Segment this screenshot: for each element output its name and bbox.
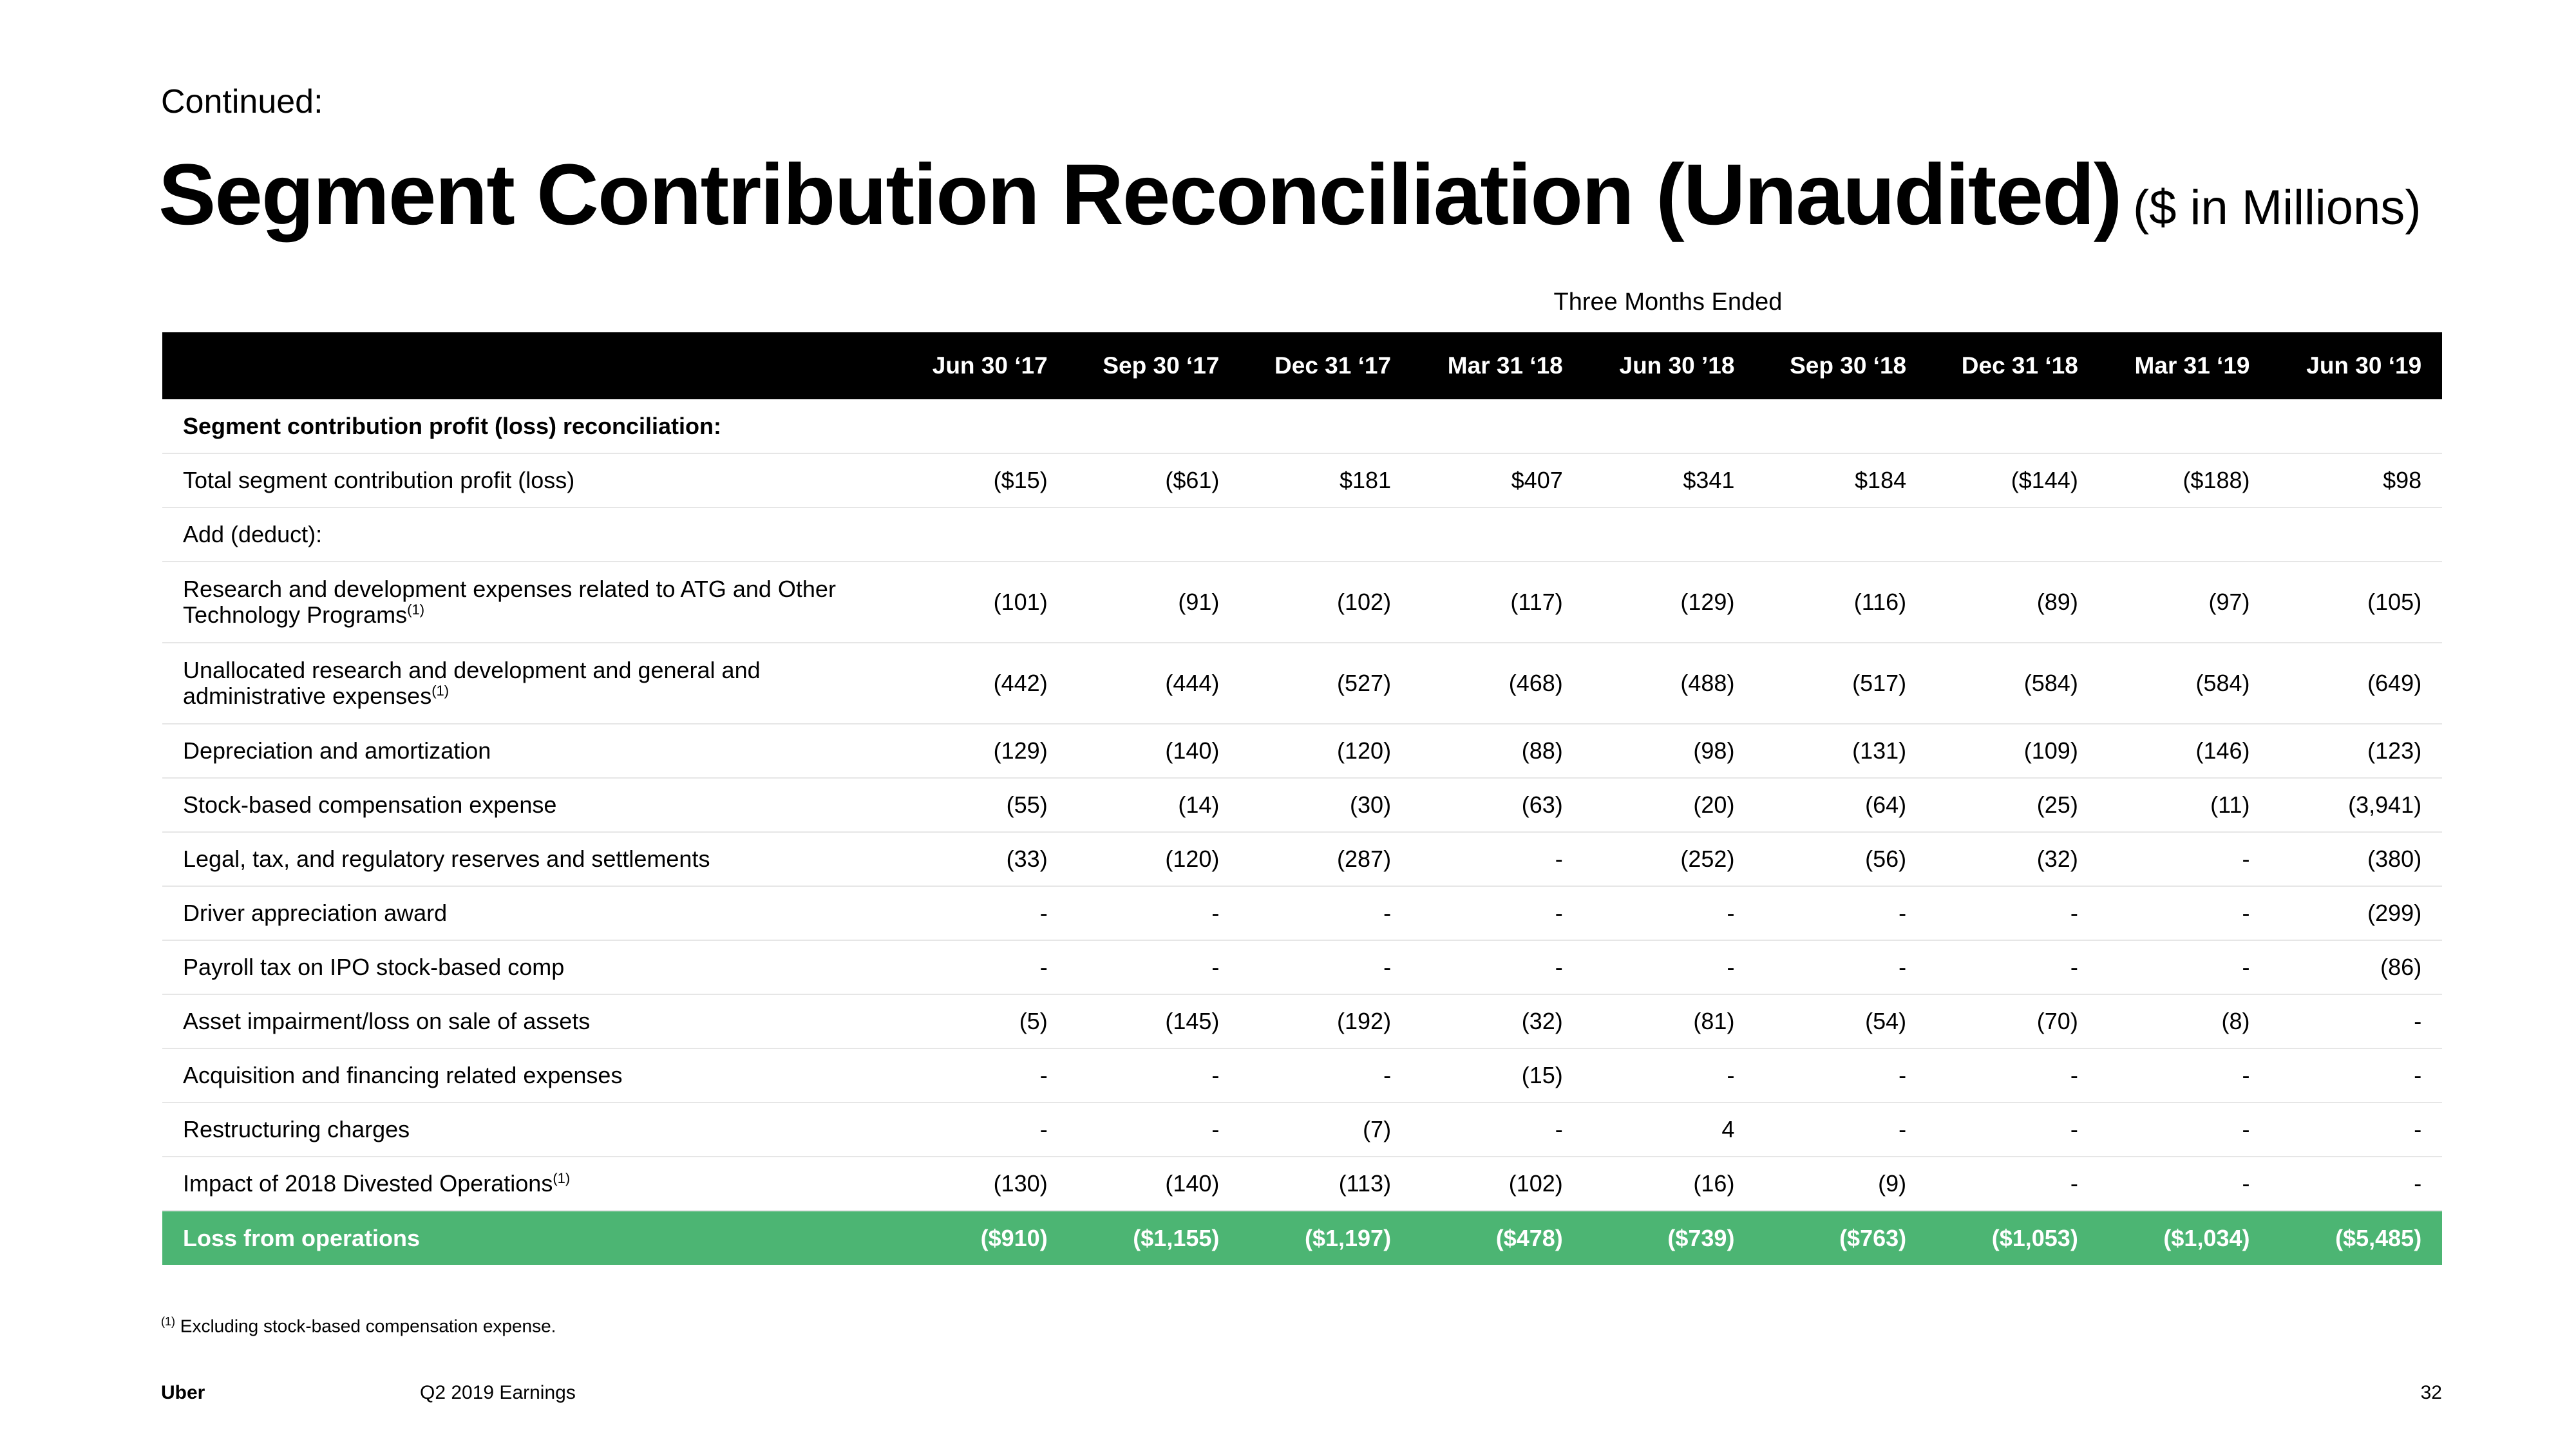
table-cell: - [1039,900,1048,926]
table-cell: ($5,485) [2335,1224,2422,1251]
footnote [161,1315,556,1336]
row-label [162,1157,896,1211]
table-row [162,940,2442,994]
table-cell: (123) [2367,737,2422,764]
table-cell: (7) [1363,1116,1392,1142]
column-header-label [162,332,896,399]
row-label-text: Asset impairment/loss on sale of assets [183,1008,591,1034]
row-label [162,724,896,778]
row-label [162,994,896,1048]
table-cell: (56) [1865,846,1907,872]
table-cell: (64) [1865,791,1907,818]
table-cell: - [2070,954,2078,980]
row-label [162,399,896,453]
table-cell: (468) [1508,670,1563,696]
table-cell: - [1211,900,1220,926]
table-cell: - [2414,1116,2422,1142]
table-cell: (117) [1510,589,1563,615]
table-cell: - [2242,954,2250,980]
table-cell: (130) [993,1170,1048,1197]
table-cell [1412,507,1584,562]
table-cell [2271,399,2443,453]
table-cell: (8) [2221,1008,2250,1034]
row-label-text: Depreciation and amortization [183,737,491,764]
footer-event: Q2 2019 Earnings [420,1382,576,1403]
table-cell: $98 [2383,467,2422,493]
footnote-ref: (1) [553,1170,571,1186]
footnote-text: Excluding stock-based compensation expense. [180,1316,556,1336]
table-cell: - [1211,1116,1220,1142]
table-cell: (101) [993,589,1048,615]
row-label [162,562,896,643]
table-cell: - [2070,1170,2078,1197]
page-title [158,146,2421,244]
table-cell: $407 [1511,467,1563,493]
row-label-text: Restructuring charges [183,1116,410,1142]
table-cell [2271,507,2443,562]
table-cell: - [1899,1062,1907,1088]
table-cell: - [2414,1062,2422,1088]
row-label-text: Payroll tax on IPO stock-based comp [183,954,565,980]
table-cell [2099,399,2271,453]
table-cell: (527) [1337,670,1392,696]
table-cell: ($763) [1839,1224,1907,1251]
table-row [162,1157,2442,1211]
table-row [162,562,2442,643]
table-cell [1584,399,1756,453]
table-row [162,453,2442,507]
table-cell: $181 [1339,467,1392,493]
table-cell [2099,507,2271,562]
table-cell: ($61) [1165,467,1220,493]
table-cell: (192) [1337,1008,1392,1034]
table-cell: (54) [1865,1008,1907,1034]
table-cell [1068,507,1240,562]
table-cell: (9) [1878,1170,1907,1197]
table-cell [1068,399,1240,453]
column-header: Mar 31 ‘19 [2134,352,2250,379]
table-cell: - [1555,846,1563,872]
table-body [162,399,2442,1265]
table-cell: (32) [1521,1008,1563,1034]
footer-brand: Uber [161,1382,205,1403]
table-cell: - [1899,954,1907,980]
footnote-ref: (1) [407,601,425,618]
table-cell: (89) [2036,589,2078,615]
table-cell [1584,507,1756,562]
table-cell: (3,941) [2348,791,2422,818]
table-cell: - [1727,900,1735,926]
table-cell: - [1727,954,1735,980]
table-row [162,886,2442,940]
table-cell: (252) [1680,846,1735,872]
table-cell: (20) [1693,791,1735,818]
table-row [162,832,2442,886]
table-cell: - [2070,1116,2078,1142]
row-label [162,507,896,562]
table-cell: (32) [2036,846,2078,872]
table-cell [1412,399,1584,453]
column-header: Sep 30 ‘18 [1790,352,1907,379]
table-cell: (287) [1337,846,1392,872]
table-row [162,1048,2442,1103]
table-cell [896,507,1068,562]
row-label-text: Total segment contribution profit (loss) [183,467,575,493]
table-cell [1927,507,2099,562]
table-row [162,724,2442,778]
table-cell: ($188) [2183,467,2250,493]
table-cell: ($1,053) [1991,1224,2078,1251]
table-row [162,643,2442,724]
table-cell: (86) [2380,954,2422,980]
table-cell: (584) [2023,670,2078,696]
title-unit: ($ in Millions) [2132,180,2421,235]
table-cell: - [2242,846,2250,872]
row-label-text: Segment contribution profit (loss) reconciliation: [183,412,722,439]
table-cell: (299) [2367,900,2422,926]
table-cell [896,399,1068,453]
row-label-text: Acquisition and financing related expenses [183,1062,623,1088]
table-cell: - [1899,1116,1907,1142]
period-label: Three Months Ended [1553,289,1783,316]
reconciliation-table [162,332,2442,1265]
table-cell: (442) [993,670,1048,696]
table-cell: - [2242,1170,2250,1197]
table-cell [1927,399,2099,453]
row-label-text: Research and development expenses related to ATG and Other Technology Programs [183,576,836,628]
table-cell: (11) [2210,791,2250,818]
table-cell: (113) [1338,1170,1392,1197]
column-header: Mar 31 ‘18 [1447,352,1563,379]
table-cell: - [1727,1062,1735,1088]
table-cell: (129) [993,737,1048,764]
table-cell: (120) [1165,846,1220,872]
table-cell: - [1211,954,1220,980]
table-cell: - [2242,1062,2250,1088]
table-cell: (55) [1006,791,1048,818]
table-cell: (517) [1852,670,1907,696]
table-cell: (105) [2367,589,2422,615]
table-cell: (30) [1350,791,1392,818]
table-cell: - [1039,1116,1048,1142]
table-cell: ($478) [1495,1224,1563,1251]
table-row [162,1103,2442,1157]
row-label [162,1211,896,1265]
title-main: Segment Contribution Reconciliation (Unaudited) [158,147,2121,243]
table-cell [1240,399,1412,453]
table-cell: (5) [1019,1008,1048,1034]
table-cell: (14) [1178,791,1220,818]
column-header: Jun 30 ‘17 [932,352,1048,379]
table-cell: ($739) [1667,1224,1735,1251]
table-cell: - [2242,900,2250,926]
table-row [162,399,2442,453]
row-label-text: Unallocated research and development and general and administrative expenses [183,657,761,709]
table-cell: (25) [2036,791,2078,818]
table-cell: - [1555,954,1563,980]
row-label [162,832,896,886]
table-cell: (131) [1852,737,1907,764]
table-cell: ($910) [980,1224,1048,1251]
table-cell: (91) [1178,589,1220,615]
table-row [162,994,2442,1048]
table-cell: - [1383,900,1392,926]
table-cell: - [2242,1116,2250,1142]
table-cell [1755,399,1927,453]
row-label [162,778,896,832]
table-cell: ($1,034) [2163,1224,2250,1251]
column-header: Jun 30 ’18 [1619,352,1735,379]
table-cell: (102) [1508,1170,1563,1197]
table-cell: - [2070,900,2078,926]
table-cell: (444) [1165,670,1220,696]
table-cell: - [2070,1062,2078,1088]
table-cell: (81) [1693,1008,1735,1034]
table-cell: (145) [1165,1008,1220,1034]
column-header: Dec 31 ‘17 [1274,352,1392,379]
table-cell: - [1383,954,1392,980]
row-label-text: Driver appreciation award [183,900,448,926]
row-label-text: Legal, tax, and regulatory reserves and settlements [183,846,710,872]
table-cell: - [1211,1062,1220,1088]
table-header-row [162,332,2442,399]
continued-label: Continued: [161,83,323,120]
table-cell: (109) [2023,737,2078,764]
footnote-ref: (1) [431,683,450,699]
row-label [162,1048,896,1103]
table-cell: (16) [1693,1170,1735,1197]
table-cell: (140) [1165,737,1220,764]
table-cell [1240,507,1412,562]
column-header: Sep 30 ‘17 [1103,352,1220,379]
row-label [162,453,896,507]
table-cell: ($1,155) [1133,1224,1220,1251]
table-cell: ($144) [2011,467,2078,493]
row-label [162,1103,896,1157]
table-cell: (120) [1337,737,1392,764]
table-cell: (97) [2208,589,2250,615]
row-label [162,886,896,940]
table-cell: - [1039,954,1048,980]
table-cell: (88) [1521,737,1563,764]
table-cell: (70) [2036,1008,2078,1034]
table-cell: (98) [1693,737,1735,764]
footnote-marker: (1) [161,1315,175,1328]
table-cell: - [1383,1062,1392,1088]
total-row [162,1211,2442,1265]
table-cell: (63) [1521,791,1563,818]
table-cell: (649) [2367,670,2422,696]
table-cell: (380) [2367,846,2422,872]
table-cell: - [1555,900,1563,926]
table-cell: (584) [2195,670,2250,696]
row-label-text: Impact of 2018 Divested Operations [183,1170,553,1197]
table-cell: 4 [1721,1116,1735,1142]
row-label-text: Stock-based compensation expense [183,791,557,818]
table-cell: (102) [1337,589,1392,615]
table-cell: ($1,197) [1304,1224,1392,1251]
table-cell: - [2414,1170,2422,1197]
table-cell: (129) [1680,589,1735,615]
table-cell: (488) [1680,670,1735,696]
table-cell: $341 [1683,467,1735,493]
table-cell: $184 [1855,467,1907,493]
row-label-text: Loss from operations [183,1224,421,1251]
table-cell: (33) [1006,846,1048,872]
table-cell: (140) [1165,1170,1220,1197]
column-header: Jun 30 ‘19 [2306,352,2422,379]
table-cell: - [1039,1062,1048,1088]
row-label-text: Add (deduct): [183,521,323,547]
row-label [162,643,896,724]
table-row [162,778,2442,832]
table-cell: - [1899,900,1907,926]
table-row [162,507,2442,562]
table-cell [1755,507,1927,562]
table-cell: (116) [1853,589,1907,615]
table-cell: (146) [2195,737,2250,764]
table-cell: - [1555,1116,1563,1142]
table-cell: - [2414,1008,2422,1034]
table-cell: ($15) [993,467,1048,493]
table-cell: (15) [1521,1062,1563,1088]
column-header: Dec 31 ‘18 [1961,352,2078,379]
page-number: 32 [2420,1382,2442,1403]
row-label [162,940,896,994]
